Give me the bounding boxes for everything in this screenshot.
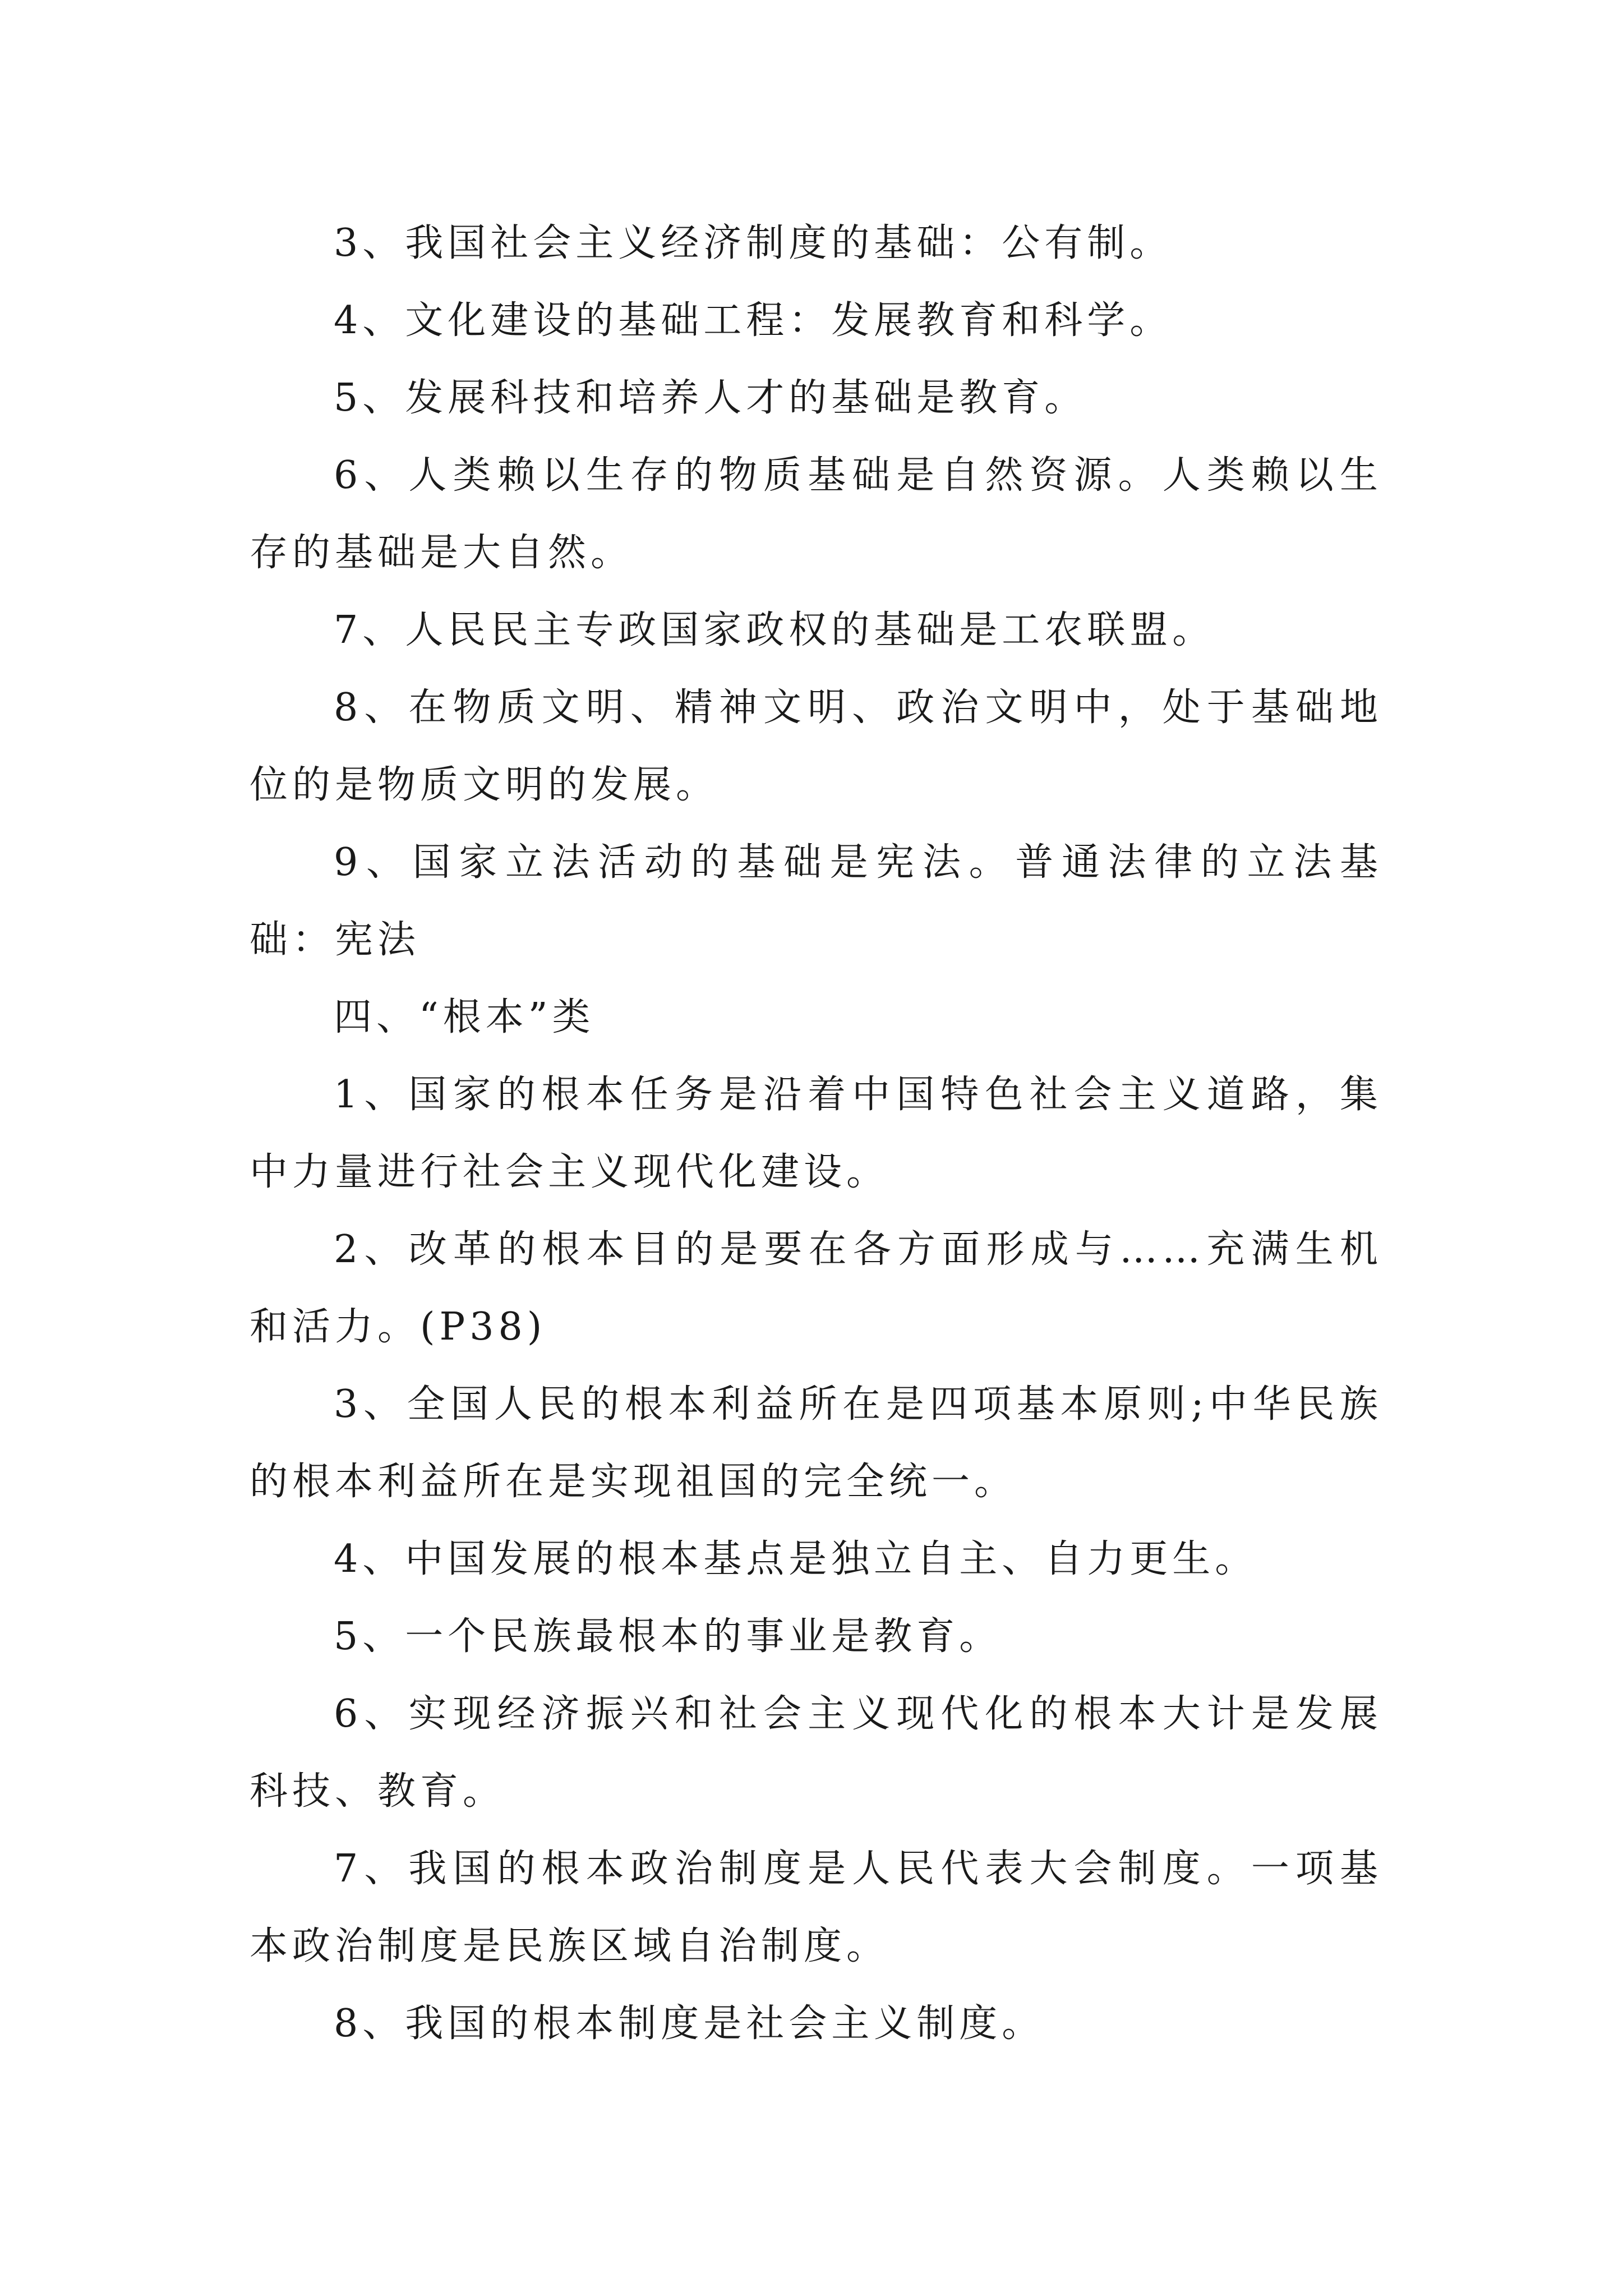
paragraph-fundamental-6: 6、实现经济振兴和社会主义现代化的根本大计是发展科技、教育。 — [250, 1692, 1382, 1814]
paragraph-basis-7: 7、人民民主专政国家政权的基础是工农联盟。 — [334, 608, 1215, 652]
paragraph-basis-5: 5、发展科技和培养人才的基础是教育。 — [334, 376, 1087, 420]
paragraph-fundamental-8: 8、我国的根本制度是社会主义制度。 — [334, 2001, 1045, 2046]
paragraph-fundamental-3: 3、全国人民的根本利益所在是四项基本原则;中华民族的根本利益所在是实现祖国的完全统一。 — [250, 1382, 1382, 1504]
paragraph-basis-4: 4、文化建设的基础工程：发展教育和科学。 — [334, 298, 1173, 343]
paragraph-basis-8: 8、在物质文明、精神文明、政治文明中，处于基础地位的是物质文明的发展。 — [250, 685, 1382, 807]
paragraph-basis-3: 3、我国社会主义经济制度的基础：公有制。 — [334, 221, 1173, 265]
document-body — [250, 205, 1382, 2063]
paragraph-basis-6: 6、人类赖以生存的物质基础是自然资源。人类赖以生存的基础是大自然。 — [250, 453, 1382, 575]
section-heading-fundamental: 四、“根本”类 — [334, 995, 595, 1039]
paragraph-fundamental-7: 7、我国的根本政治制度是人民代表大会制度。一项基本政治制度是民族区域自治制度。 — [250, 1847, 1382, 1968]
paragraph-fundamental-1: 1、国家的根本任务是沿着中国特色社会主义道路，集中力量进行社会主义现代化建设。 — [250, 1073, 1382, 1194]
paragraph-fundamental-2: 2、改革的根本目的是要在各方面形成与……充满生机和活力。(P38) — [250, 1227, 1382, 1349]
paragraph-basis-9: 9、国家立法活动的基础是宪法。普通法律的立法基础：宪法 — [250, 840, 1382, 962]
paragraph-fundamental-5: 5、一个民族最根本的事业是教育。 — [334, 1614, 1002, 1659]
paragraph-fundamental-4: 4、中国发展的根本基点是独立自主、自力更生。 — [334, 1537, 1258, 1581]
